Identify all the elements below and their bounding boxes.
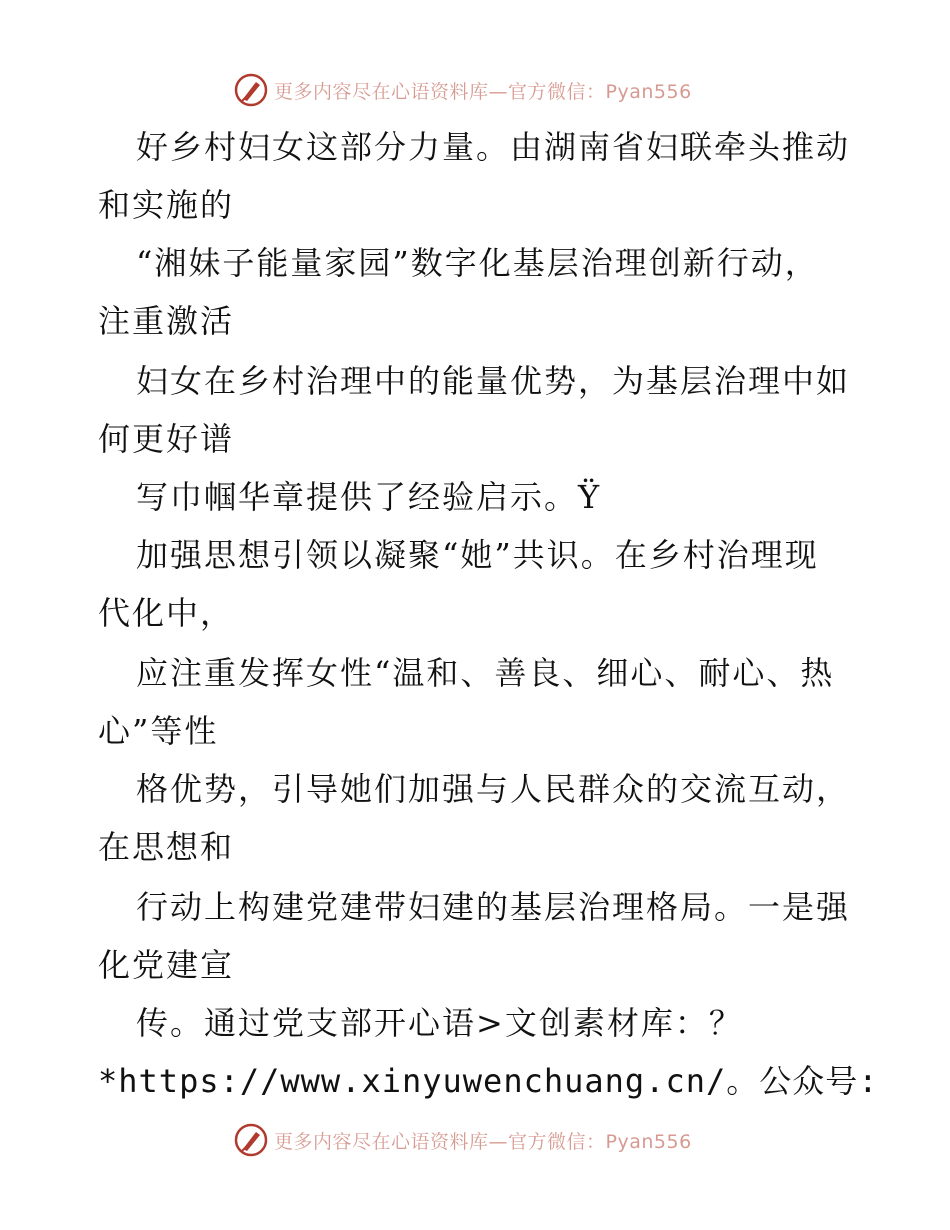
header-banner: [234, 72, 692, 108]
text-line: 加强思想引领以凝聚“她”共识。在乡村治理现: [136, 536, 819, 574]
text-line-url: *https://www.xinyuwenchuang.cn/。公众号:: [98, 1062, 879, 1100]
text-line: 心”等性: [98, 712, 219, 750]
text-line: 传。通过党支部开心语>文创素材库：？: [136, 1004, 743, 1042]
text-line: 在思想和: [98, 828, 235, 866]
quill-pen-logo-icon: [234, 1123, 268, 1157]
text-line: 格优势，引导她们加强与人民群众的交流互动，: [136, 770, 851, 808]
text-line: 和实施的: [98, 186, 235, 224]
text-line: “湘妹子能量家园”数字化基层治理创新行动，: [136, 244, 819, 282]
text-line: 行动上构建党建带妇建的基层治理格局。一是强: [136, 888, 851, 926]
text-line: 妇女在乡村治理中的能量优势，为基层治理中如: [136, 362, 851, 400]
banner-text: 更多内容尽在心语资料库—官方微信：Pyan556: [274, 1130, 692, 1153]
text-line: 应注重发挥女性“温和、善良、细心、耐心、热: [136, 654, 835, 692]
text-line: 何更好谱: [98, 420, 235, 458]
banner-text: 更多内容尽在心语资料库—官方微信：Pyan556: [274, 80, 692, 103]
quill-pen-logo-icon: [234, 73, 268, 107]
text-line: 写巾帼华章提供了经验启示。Ÿ: [136, 478, 602, 516]
text-line: 注重激活: [98, 302, 235, 340]
text-line: 化党建宣: [98, 946, 235, 984]
footer-banner: [234, 1122, 692, 1158]
text-line: 代化中，: [98, 594, 235, 632]
text-line: 好乡村妇女这部分力量。由湖南省妇联牵头推动: [136, 128, 851, 166]
